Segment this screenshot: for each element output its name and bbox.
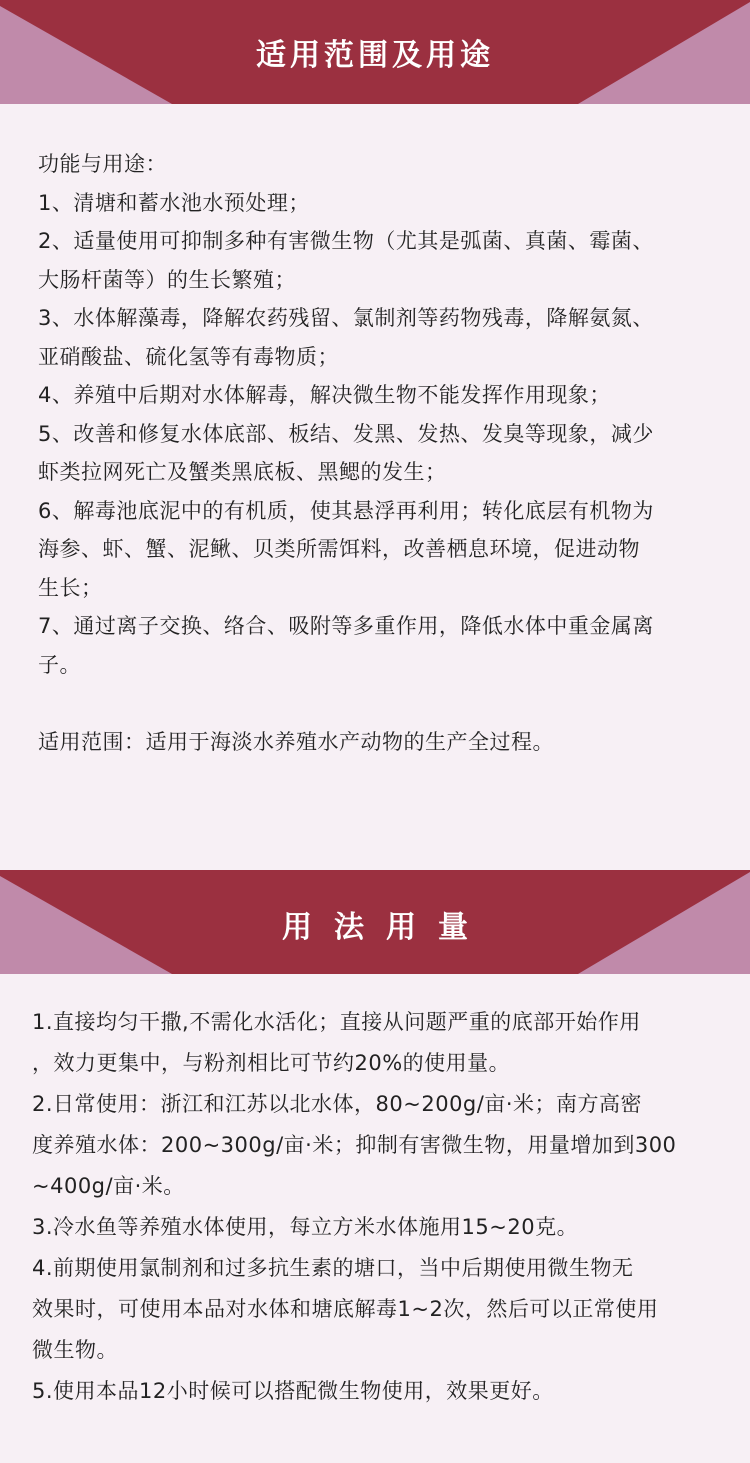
text-line: 1、清塘和蓄水池水预处理；	[38, 190, 310, 215]
text-line: 3.冷水鱼等养殖水体使用，每立方米水体施用15~20克。	[32, 1215, 579, 1239]
text-line: 虾类拉网死亡及蟹类黑底板、黑鳃的发生；	[38, 460, 447, 484]
section-title-scope: 适用范围及用途	[256, 38, 494, 73]
text-line: 海参、虾、蟹、泥鳅、贝类所需饵料，改善栖息环境，促进动物	[38, 537, 640, 561]
text-line: 7、通过离子交换、络合、吸附等多重作用，降低水体中重金属离	[38, 614, 654, 638]
text-line: 3、水体解藻毒，降解农药残留、氯制剂等药物残毒，降解氨氮、	[38, 306, 654, 330]
text-line: 1.直接均匀干撒,不需化水活化；直接从问题严重的底部开始作用	[32, 1010, 641, 1034]
paragraph-gap	[38, 684, 728, 723]
text-line: 生长；	[38, 575, 103, 600]
usage-text-block	[32, 1002, 732, 1412]
scope-text-block	[38, 145, 728, 761]
text-line: 4、养殖中后期对水体解毒，解决微生物不能发挥作用现象；	[38, 383, 611, 407]
text-line: 子。	[38, 652, 81, 677]
text-line: 5.使用本品12小时候可以搭配微生物使用，效果更好。	[32, 1379, 554, 1403]
section-banner-scope	[0, 0, 750, 104]
text-line: ~400g/亩·米。	[32, 1174, 185, 1198]
text-line: 6、解毒池底泥中的有机质，使其悬浮再利用；转化底层有机物为	[38, 498, 654, 523]
text-line: 大肠杆菌等）的生长繁殖；	[38, 267, 296, 292]
text-line: 度养殖水体：200~300g/亩·米；抑制有害微生物，用量增加到300	[32, 1133, 677, 1157]
scope-line: 适用范围：适用于海淡水养殖水产动物的生产全过程。	[38, 729, 554, 754]
text-line: 5、改善和修复水体底部、板结、发黑、发热、发臭等现象，减少	[38, 421, 654, 446]
text-line: 亚硝酸盐、硫化氢等有毒物质；	[38, 344, 339, 369]
section-title-usage: 用法用量	[282, 910, 490, 945]
text-line: 2.日常使用：浙江和江苏以北水体，80~200g/亩·米；南方高密	[32, 1092, 643, 1116]
text-line: 2、适量使用可抑制多种有害微生物（尤其是弧菌、真菌、霉菌、	[38, 229, 654, 253]
scope-section-body	[0, 104, 750, 870]
text-line: 效果时，可使用本品对水体和塘底解毒1~2次，然后可以正常使用	[32, 1297, 659, 1321]
text-line: 4.前期使用氯制剂和过多抗生素的塘口，当中后期使用微生物无	[32, 1256, 634, 1280]
text-line: 功能与用途：	[38, 152, 167, 176]
text-line: 微生物。	[32, 1338, 118, 1362]
usage-section-body	[0, 974, 750, 1462]
text-line: ，效力更集中，与粉剂相比可节约20%的使用量。	[32, 1051, 511, 1075]
section-banner-usage	[0, 870, 750, 974]
